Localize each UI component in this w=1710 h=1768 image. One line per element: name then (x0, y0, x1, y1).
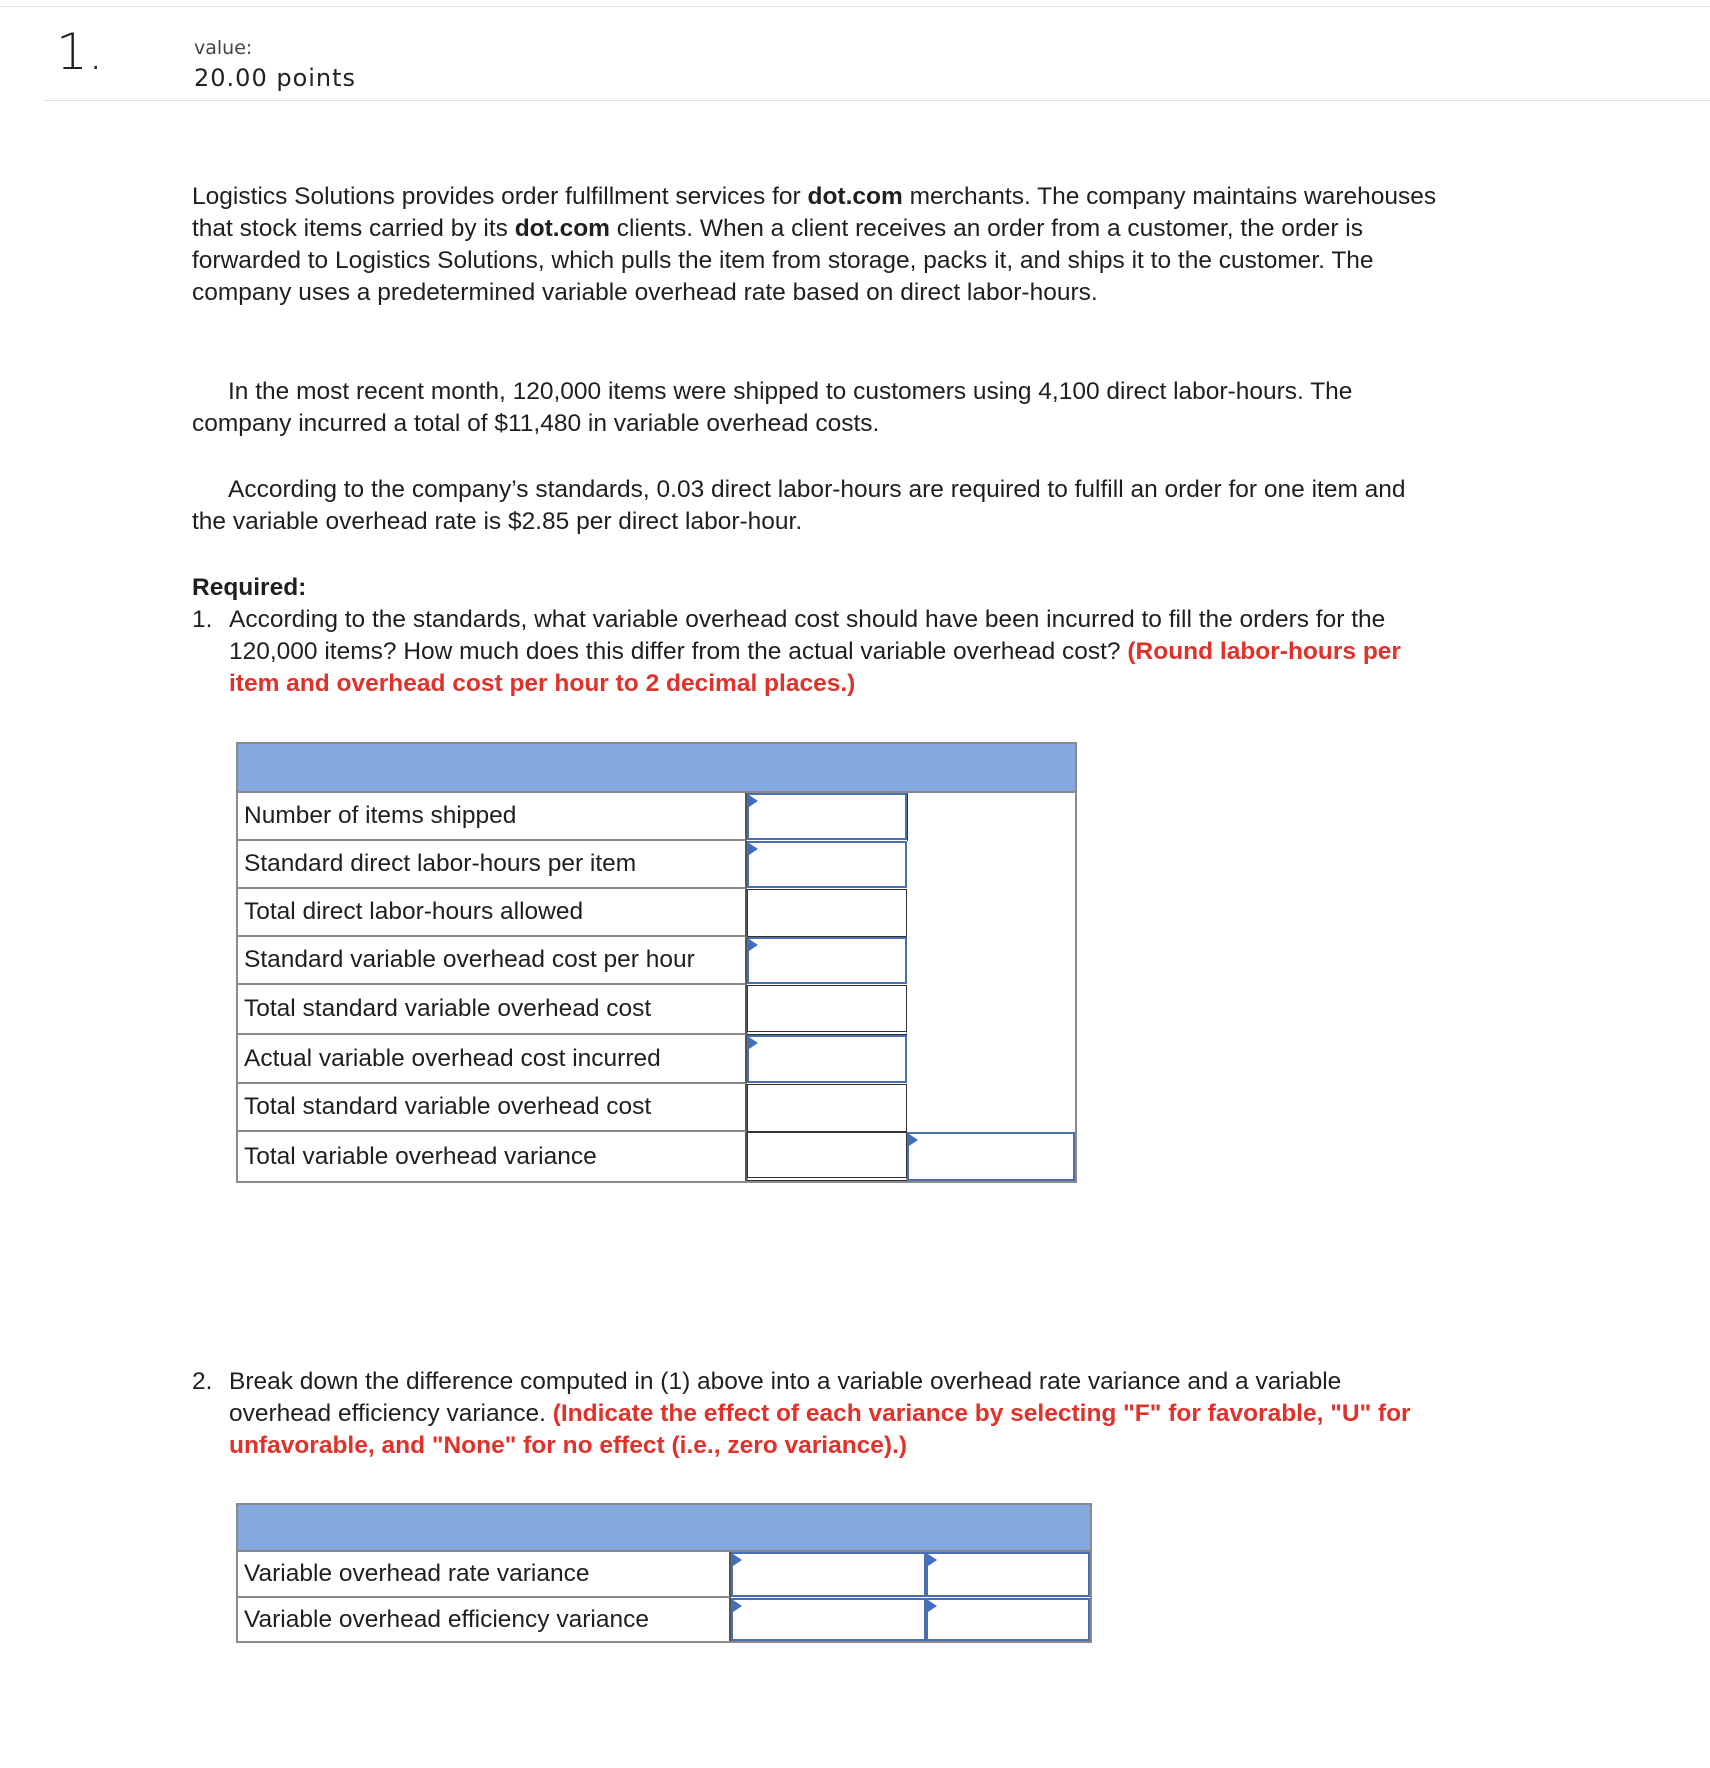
std-cost-per-hour-input[interactable] (747, 937, 907, 984)
header-divider (44, 100, 1710, 101)
dropdown-marker-icon (909, 1134, 918, 1146)
efficiency-variance-input[interactable] (731, 1598, 926, 1641)
input-marker-icon (749, 795, 758, 807)
p1-text-c: merchants. The company maintains warehouses that stock items carried by its (192, 183, 1437, 242)
dropdown-marker-icon (928, 1554, 937, 1566)
p1-dotcom-2: dot.com (514, 215, 610, 242)
required-heading: Required: (192, 574, 307, 601)
top-divider (0, 6, 1710, 7)
table-row-label: Standard direct labor-hours per item (238, 841, 747, 889)
dropdown-marker-icon (928, 1600, 937, 1612)
total-std-overhead-cell (747, 985, 907, 1035)
variance-table-2 (236, 1503, 1092, 1643)
p1-text-a: Logistics Solutions provides order fulfillment services for (192, 183, 808, 210)
q1-instruction: (Round labor-hours per item and overhead cost per hour to 2 decimal places.) (229, 638, 1401, 697)
input-marker-icon (733, 1600, 742, 1612)
actual-overhead-input[interactable] (747, 1035, 907, 1083)
table-2-header (238, 1505, 1090, 1552)
table-row-label: Standard variable overhead cost per hour (238, 937, 747, 985)
table-row-label: Variable overhead rate variance (238, 1552, 731, 1598)
variance-effect-select[interactable] (907, 1132, 1075, 1181)
problem-paragraph-3: According to the company’s standards, 0.03 direct labor-hours are required to fulfill an order for one item and the variable overhead rate is $2.85 per direct labor-hour. (192, 476, 1406, 535)
table-1-header (238, 744, 1075, 793)
q1-question: According to the standards, what variable overhead cost should have been incurred to fill the orders for the 120,000 items? How much does this differ from the actual variable overhead cost? (229, 606, 1386, 665)
table-row-label: Actual variable overhead cost incurred (238, 1035, 747, 1084)
table-row-label: Variable overhead efficiency variance (238, 1598, 731, 1641)
table-row-label: Total standard variable overhead cost (238, 985, 747, 1035)
total-hours-allowed-cell (747, 889, 907, 937)
p1-text-e: clients. When a client receives an order from a customer, the order is forwarded to Logistics Solutions, which pulls the item from storage, packs it, and ships it to the customer. The company uses a predetermined variable overhead rate based on direct labor-hours. (192, 215, 1374, 306)
p1-dotcom-1: dot.com (807, 183, 903, 210)
total-std-overhead-repeat-cell (747, 1084, 907, 1132)
required-item-2-number: 2. (192, 1368, 213, 1395)
required-item-2 (192, 1366, 1442, 1462)
items-shipped-input[interactable] (747, 793, 907, 840)
required-item-1 (192, 604, 1442, 700)
points-value: 20.00 points (194, 64, 357, 92)
rate-variance-input[interactable] (731, 1552, 926, 1597)
input-marker-icon (749, 939, 758, 951)
required-item-1-number: 1. (192, 606, 213, 633)
required-item-1-text (229, 604, 1442, 700)
table-row-label: Total variable overhead variance (238, 1132, 747, 1181)
required-item-2-text (229, 1366, 1442, 1462)
empty-cell (907, 793, 1075, 841)
variance-table-1 (236, 742, 1077, 1183)
efficiency-variance-effect-select[interactable] (926, 1598, 1090, 1641)
problem-paragraph-2: In the most recent month, 120,000 items were shipped to customers using 4,100 direct labor-hours. The company incurred a total of $11,480 in variable overhead costs. (192, 378, 1353, 437)
q2-question: Break down the difference computed in (1) above into a variable overhead rate variance and a variable overhead efficiency variance. (229, 1368, 1342, 1427)
q2-instruction: (Indicate the effect of each variance by selecting "F" for favorable, "U" for unfavorable, and "None" for no effect (i.e., zero variance).) (229, 1400, 1411, 1459)
input-marker-icon (749, 843, 758, 855)
problem-paragraph-1 (192, 181, 1442, 309)
question-number: 1. (56, 23, 104, 81)
table-row-label: Total direct labor-hours allowed (238, 889, 747, 937)
table-row-label: Number of items shipped (238, 793, 747, 841)
rate-variance-effect-select[interactable] (926, 1552, 1090, 1597)
total-variance-cell (747, 1132, 907, 1181)
value-label: value: (194, 37, 253, 59)
std-hours-per-item-input[interactable] (747, 841, 907, 888)
table-row-label: Total standard variable overhead cost (238, 1084, 747, 1132)
input-marker-icon (749, 1037, 758, 1049)
input-marker-icon (733, 1554, 742, 1566)
